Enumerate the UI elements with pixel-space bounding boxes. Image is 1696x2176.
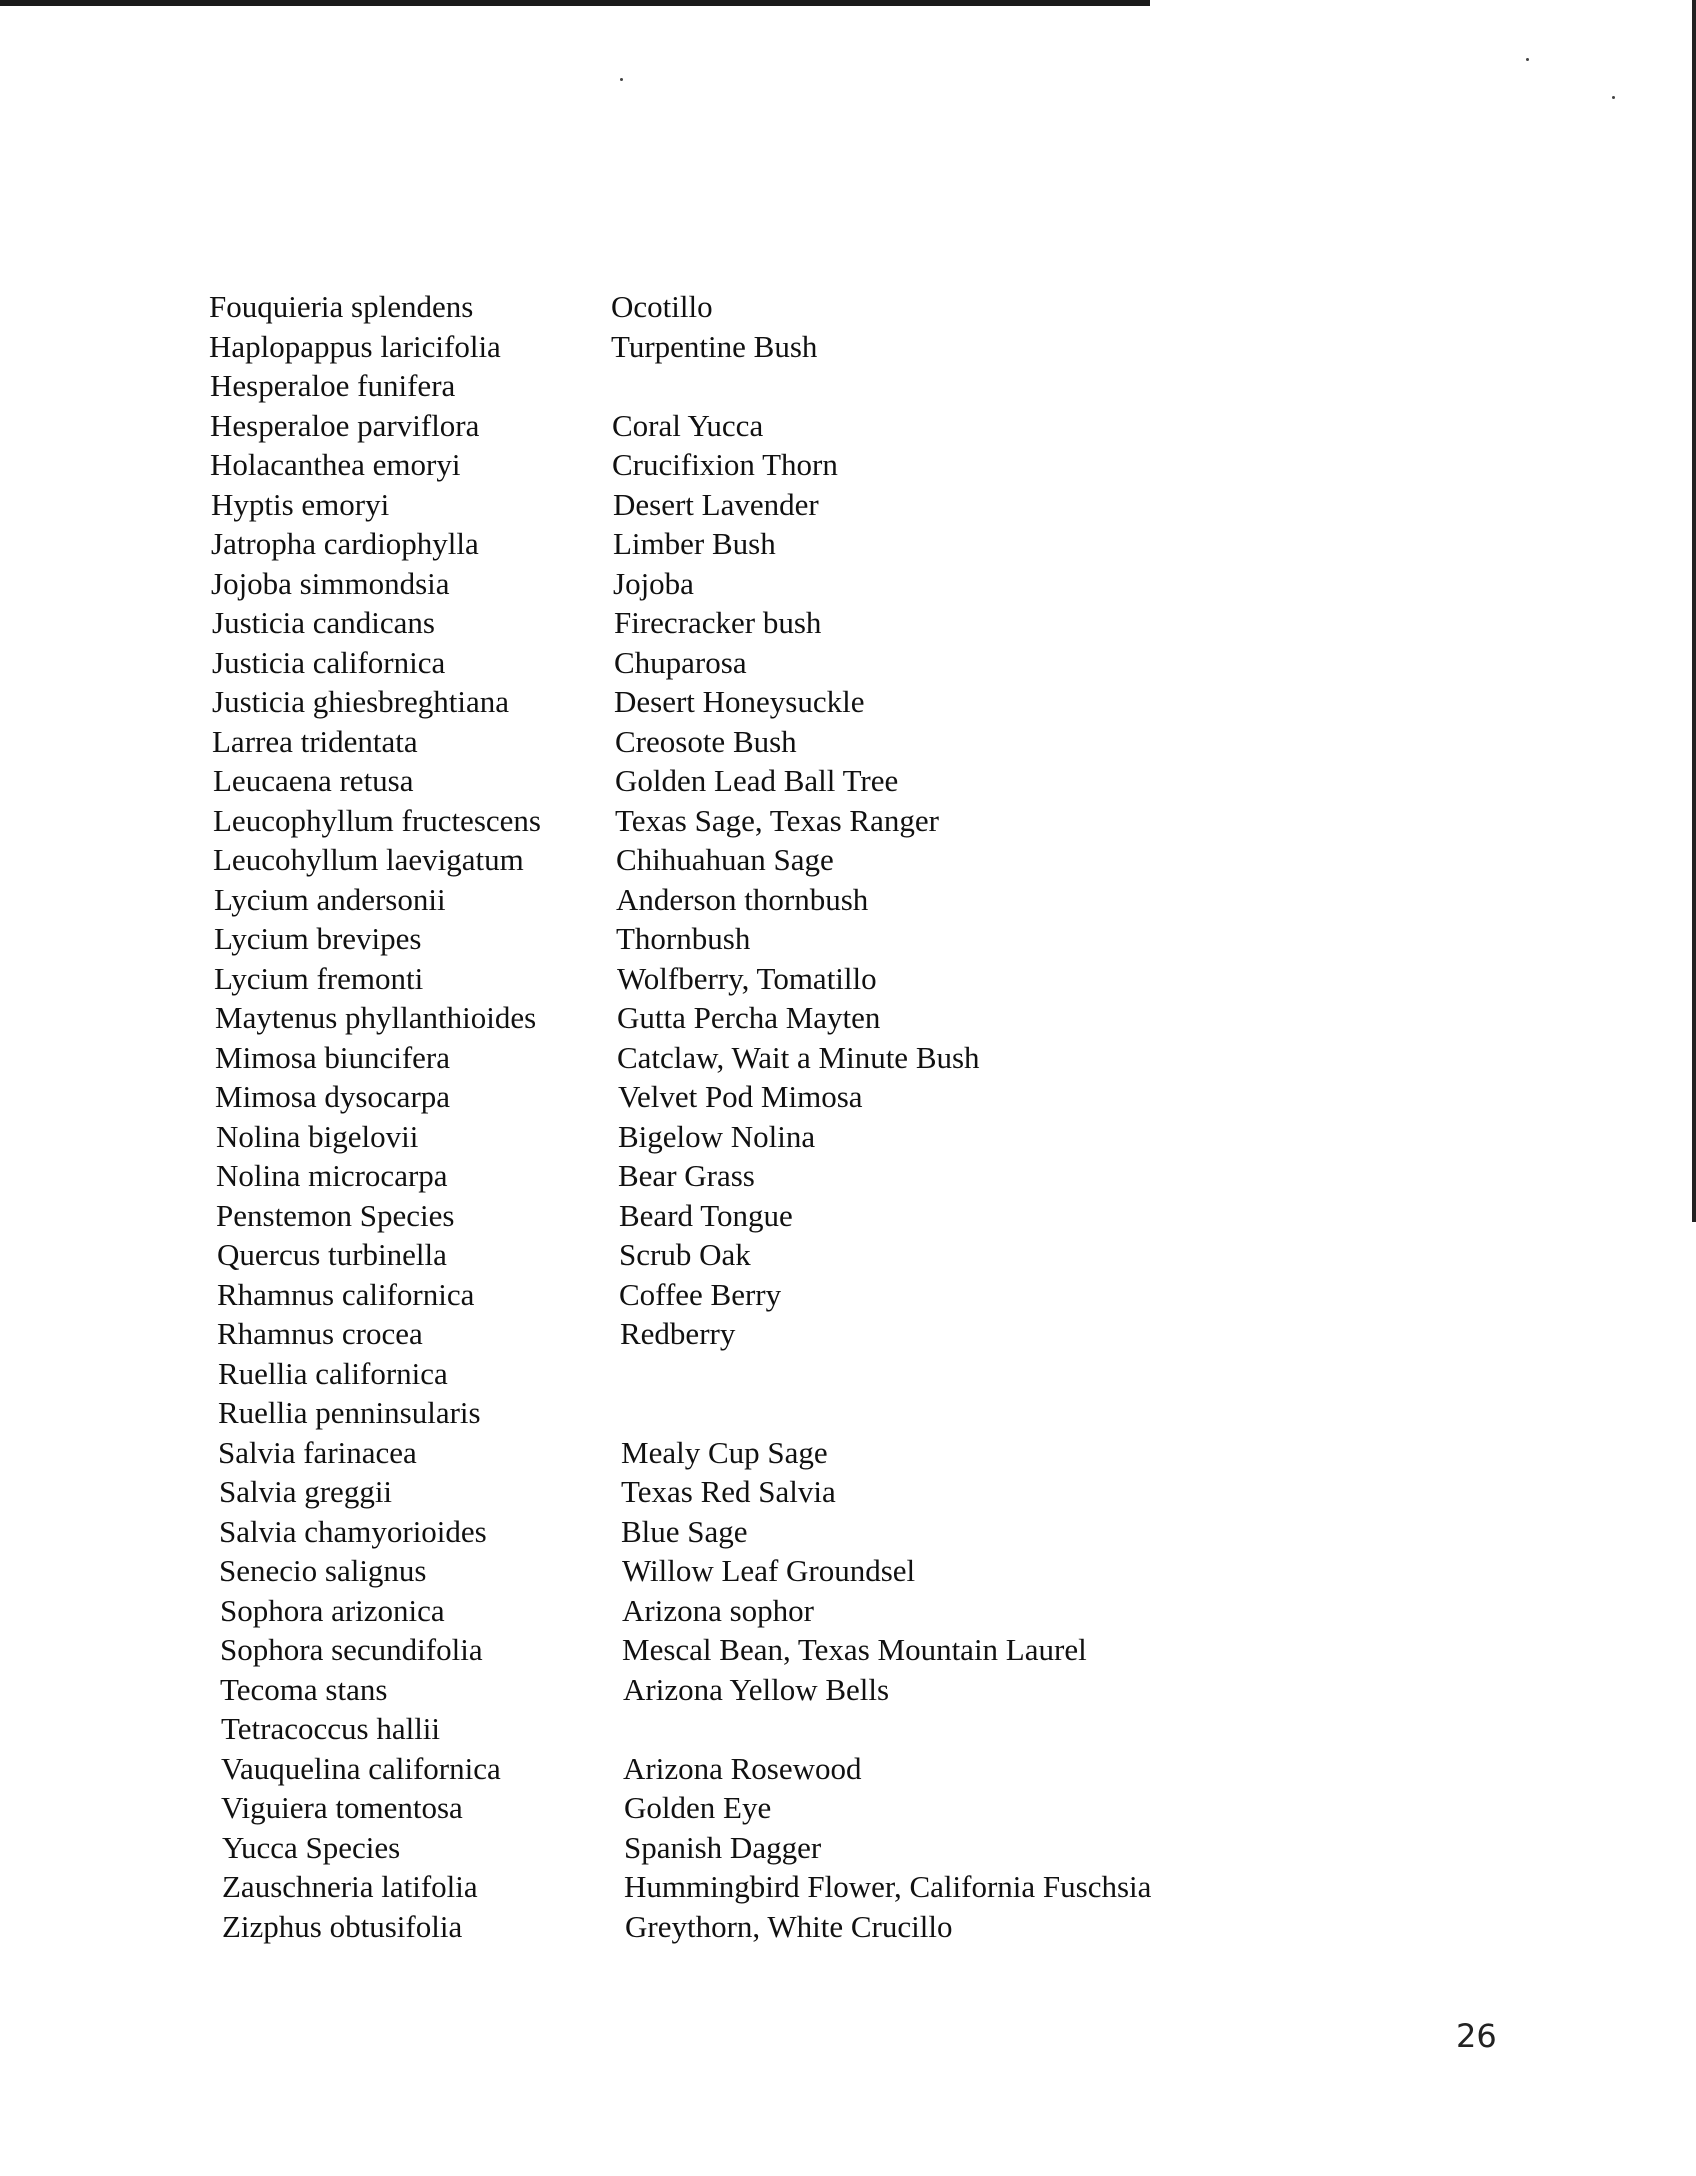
common-name: Bigelow Nolina [618,1119,816,1154]
table-row [0,643,1696,683]
scientific-name: Lycium fremonti [214,961,424,996]
common-name: Crucifixion Thorn [612,447,838,482]
common-name: Firecracker bush [614,605,822,640]
table-row [0,682,1696,722]
scientific-name: Hesperaloe parviflora [210,408,480,443]
scientific-name: Hyptis emoryi [211,487,390,522]
scientific-name: Lycium brevipes [214,921,422,956]
common-name: Anderson thornbush [616,882,869,917]
scientific-name: Jojoba simmondsia [211,566,450,601]
scientific-name: Zizphus obtusifolia [222,1909,463,1944]
scientific-name: Sophora secundifolia [220,1632,483,1667]
common-name: Turpentine Bush [611,329,818,364]
table-row [0,564,1696,604]
table-row [0,1630,1696,1670]
common-name: Chihuahuan Sage [616,842,834,877]
table-row [0,1512,1696,1552]
scientific-name: Leucaena retusa [213,763,414,798]
scientific-name: Vauquelina californica [221,1751,501,1786]
scientific-name: Sophora arizonica [220,1593,445,1628]
table-row [0,1591,1696,1631]
table-row [0,761,1696,801]
table-row [0,1709,1696,1749]
table-row [0,1551,1696,1591]
table-row [0,1235,1696,1275]
scientific-name: Fouquieria splendens [209,289,474,324]
common-name: Desert Lavender [613,487,819,522]
common-name: Coffee Berry [619,1277,782,1312]
scientific-name: Penstemon Species [216,1198,455,1233]
common-name: Thornbush [616,921,751,956]
table-row [0,801,1696,841]
scientific-name: Haplopappus laricifolia [209,329,501,364]
table-row [0,1433,1696,1473]
common-name: Creosote Bush [615,724,797,759]
common-name: Gutta Percha Mayten [617,1000,881,1035]
common-name: Jojoba [613,566,694,601]
table-row [0,1196,1696,1236]
table-row [0,1156,1696,1196]
table-row [0,1472,1696,1512]
common-name: Arizona Yellow Bells [623,1672,890,1707]
common-name: Redberry [620,1316,736,1351]
common-name: Chuparosa [614,645,747,680]
scientific-name: Justicia californica [212,645,446,680]
scientific-name: Hesperaloe funifera [210,368,456,403]
common-name: Greythorn, White Crucillo [625,1909,953,1944]
table-row [0,998,1696,1038]
scientific-name: Quercus turbinella [217,1237,447,1272]
table-row [0,366,1696,406]
common-name: Willow Leaf Groundsel [622,1553,916,1588]
scientific-name: Nolina microcarpa [216,1158,448,1193]
scientific-name: Justicia ghiesbreghtiana [212,684,509,719]
scientific-name: Leucohyllum laevigatum [213,842,524,877]
common-name: Scrub Oak [619,1237,751,1272]
scientific-name: Viguiera tomentosa [221,1790,463,1825]
table-row [0,1670,1696,1710]
table-row [0,406,1696,446]
scientific-name: Holacanthea emoryi [210,447,461,482]
scientific-name: Lycium andersonii [214,882,446,917]
common-name: Wolfberry, Tomatillo [617,961,877,996]
scientific-name: Mimosa dysocarpa [215,1079,451,1114]
table-row [0,1077,1696,1117]
table-row [0,445,1696,485]
table-row [0,1788,1696,1828]
scientific-name: Zauschneria latifolia [222,1869,478,1904]
scientific-name: Yucca Species [222,1830,401,1865]
table-row [0,1354,1696,1394]
scientific-name: Justicia candicans [212,605,435,640]
common-name: Blue Sage [621,1514,748,1549]
common-name: Velvet Pod Mimosa [618,1079,863,1114]
table-row [0,1393,1696,1433]
scientific-name: Jatropha cardiophylla [211,526,479,561]
common-name: Arizona sophor [622,1593,814,1628]
common-name: Bear Grass [618,1158,755,1193]
common-name: Texas Sage, Texas Ranger [615,803,939,838]
common-name: Hummingbird Flower, California Fuschsia [624,1869,1152,1904]
table-row [0,603,1696,643]
table-row [0,840,1696,880]
table-row [0,524,1696,564]
scientific-name: Senecio salignus [219,1553,427,1588]
common-name: Catclaw, Wait a Minute Bush [617,1040,980,1075]
common-name: Mealy Cup Sage [621,1435,828,1470]
scientific-name: Ruellia penninsularis [218,1395,481,1430]
common-name: Ocotillo [611,289,713,324]
table-row [0,1749,1696,1789]
table-row [0,1117,1696,1157]
scientific-name: Tetracoccus hallii [221,1711,441,1746]
scientific-name: Rhamnus californica [217,1277,475,1312]
scientific-name: Salvia chamyorioides [219,1514,487,1549]
table-row [0,1038,1696,1078]
common-name: Desert Honeysuckle [614,684,865,719]
scientific-name: Tecoma stans [220,1672,388,1707]
common-name: Coral Yucca [612,408,764,443]
table-row [0,1314,1696,1354]
scientific-name: Ruellia californica [218,1356,448,1391]
table-row [0,919,1696,959]
common-name: Spanish Dagger [624,1830,822,1865]
common-name: Beard Tongue [619,1198,793,1233]
scientific-name: Leucophyllum fructescens [213,803,541,838]
scientific-name: Maytenus phyllanthioides [215,1000,537,1035]
scientific-name: Nolina bigelovii [216,1119,419,1154]
scientific-name: Mimosa biuncifera [215,1040,451,1075]
scientific-name: Larrea tridentata [212,724,418,759]
scientific-name: Salvia greggii [219,1474,393,1509]
common-name: Texas Red Salvia [621,1474,836,1509]
table-row [0,485,1696,525]
table-row [0,1275,1696,1315]
table-row [0,959,1696,999]
table-row [0,1828,1696,1868]
common-name: Limber Bush [613,526,776,561]
common-name: Arizona Rosewood [623,1751,862,1786]
table-row [0,287,1696,327]
table-row [0,327,1696,367]
common-name: Mescal Bean, Texas Mountain Laurel [622,1632,1087,1667]
page-number: 26 [1456,2017,1497,2055]
table-row [0,722,1696,762]
table-row [0,1907,1696,1947]
common-name: Golden Eye [624,1790,772,1825]
table-row [0,880,1696,920]
table-row [0,1867,1696,1907]
common-name: Golden Lead Ball Tree [615,763,899,798]
scientific-name: Rhamnus crocea [217,1316,423,1351]
scientific-name: Salvia farinacea [218,1435,417,1470]
